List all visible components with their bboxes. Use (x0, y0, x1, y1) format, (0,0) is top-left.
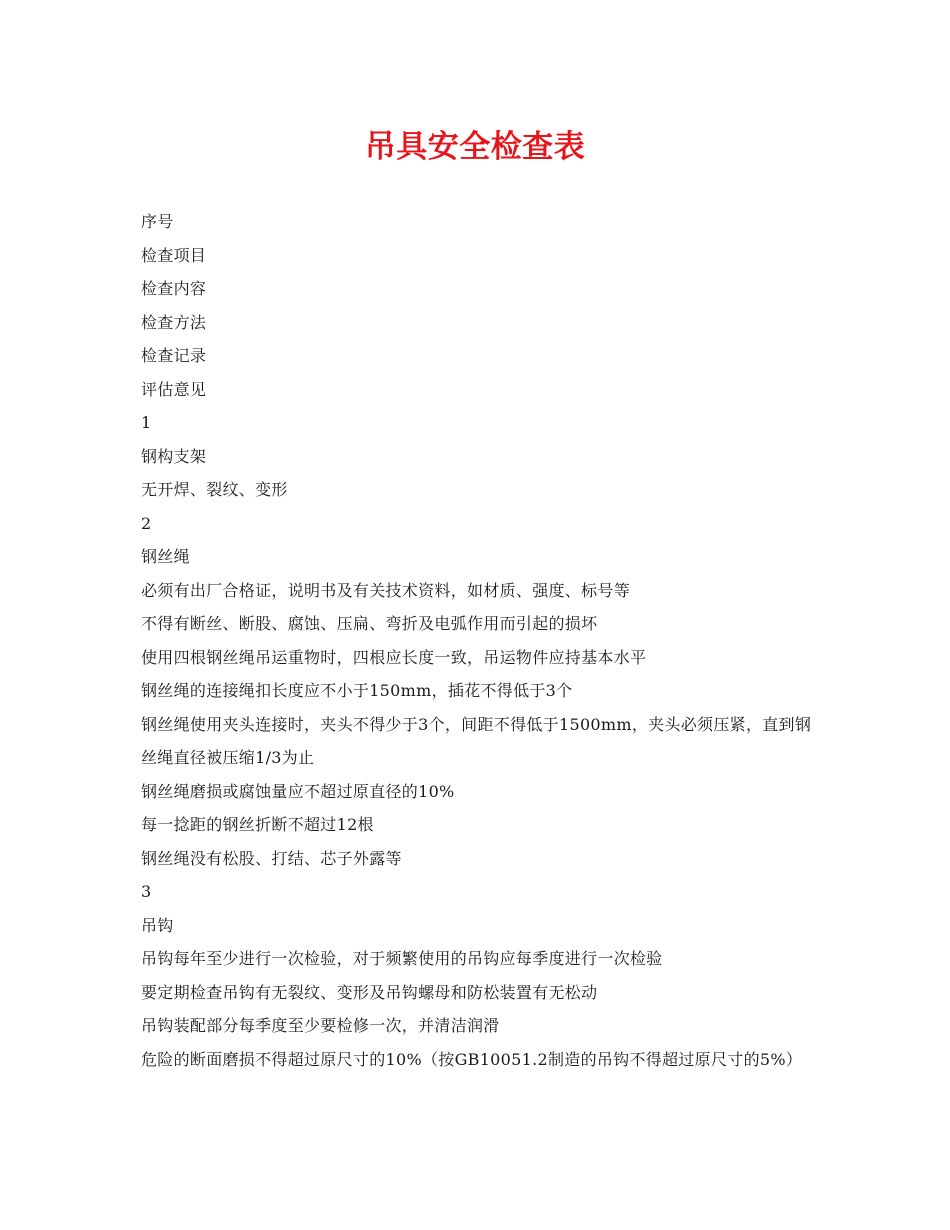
text-line-wire-rope-content: 使用四根钢丝绳吊运重物时，四根应长度一致，吊运物件应持基本水平 (141, 647, 647, 667)
text-line-wire-rope-content: 不得有断丝、断股、腐蚀、压扁、弯折及电弧作用而引起的损坏 (141, 614, 598, 633)
text-line-hook-content: 要定期检查吊钩有无裂纹、变形及吊钩螺母和防松装置有无松动 (141, 982, 598, 1002)
text-line-wire-rope-content: 每一捻距的钢丝折断不超过12根 (141, 815, 374, 834)
text-line-steel-frame: 钢构支架 (141, 446, 207, 466)
text-line-hook-content: 危险的断面磨损不得超过原尺寸的10%（按GB10051.2制造的吊钩不得超过原尺寸的5%） (141, 1049, 803, 1069)
text-line-header-content: 检查内容 (141, 279, 207, 298)
text-line-number-1: 1 (141, 413, 152, 432)
text-line-wire-rope-content: 钢丝绳的连接绳扣长度应不小于150mm，插花不得低于3个 (141, 681, 573, 700)
text-line-header-opinion: 评估意见 (141, 379, 207, 399)
text-line-number-2: 2 (141, 513, 152, 533)
text-line-wire-rope-content: 必须有出厂合格证，说明书及有关技术资料，如材质、强度、标号等 (141, 580, 631, 600)
text-line-header-item: 检查项目 (141, 245, 207, 265)
text-line-hook-content: 吊钩装配部分每季度至少要检修一次，并清洁润滑 (141, 1016, 500, 1035)
text-line-wire-rope: 钢丝绳 (141, 547, 190, 566)
text-line-hook: 吊钩 (141, 915, 174, 935)
document-body (141, 205, 816, 1076)
text-line-wire-rope-content: 钢丝绳磨损或腐蚀量应不超过原直径的10% (141, 781, 455, 801)
text-line-steel-frame-content: 无开焊、裂纹、变形 (141, 480, 288, 499)
text-line-hook-content: 吊钩每年至少进行一次检验，对于频繁使用的吊钩应每季度进行一次检验 (141, 949, 663, 968)
text-line-header-seq: 序号 (141, 212, 174, 231)
document-title: 吊具安全检查表 (364, 129, 586, 165)
text-line-header-method: 检查方法 (141, 312, 207, 332)
text-line-wire-rope-content: 钢丝绳没有松股、打结、芯子外露等 (141, 848, 402, 868)
text-line-number-3: 3 (141, 882, 152, 901)
text-line-wire-rope-content: 钢丝绳使用夹头连接时，夹头不得少于3个，间距不得低于1500mm，夹头必须压紧，直到钢丝绳直径被压缩1/3为止 (141, 714, 812, 767)
text-line-header-record: 检查记录 (141, 346, 207, 365)
